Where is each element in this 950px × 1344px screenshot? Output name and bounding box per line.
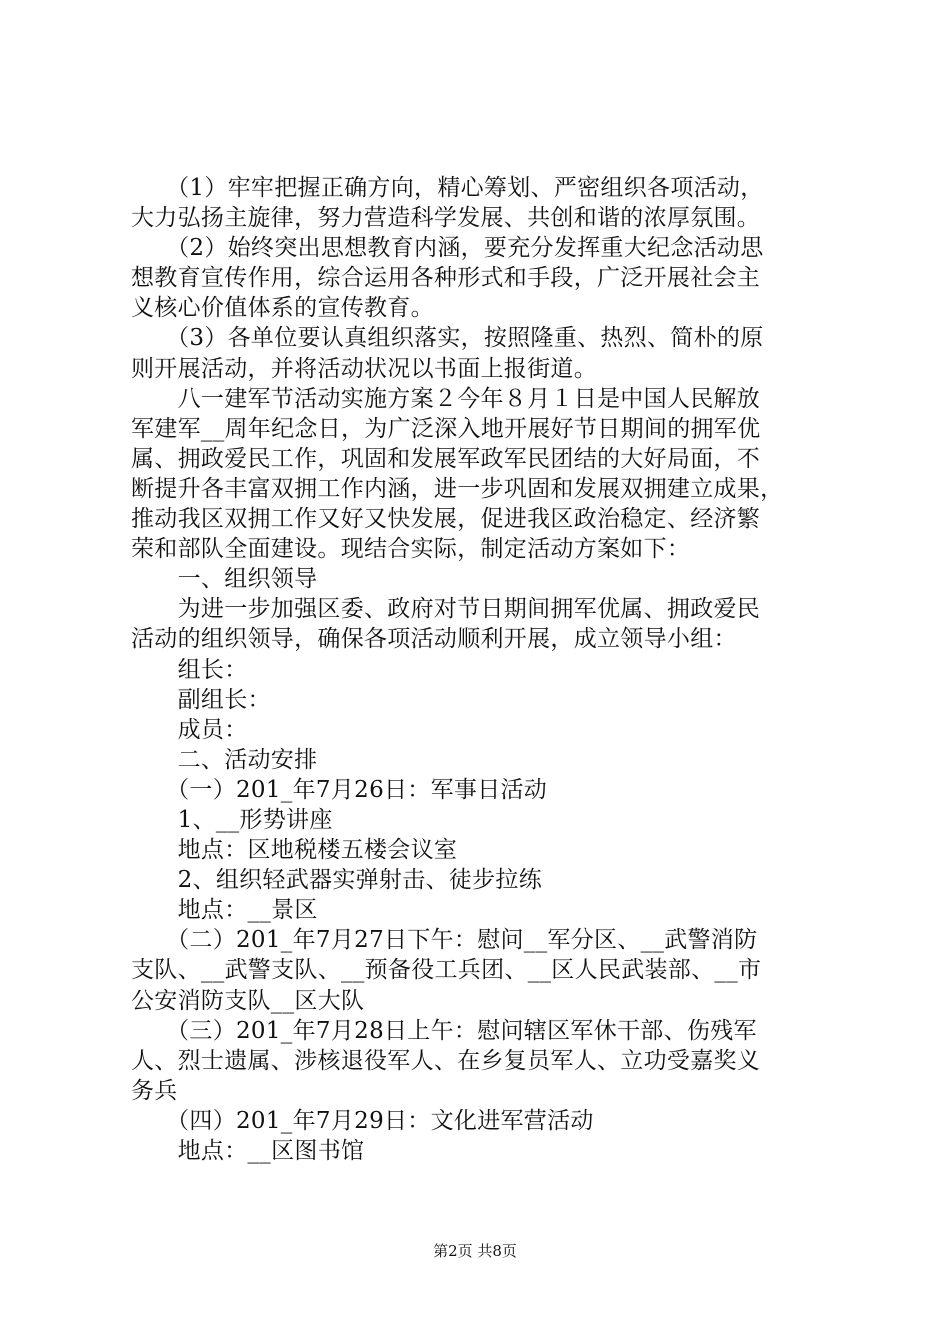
page-footer: 第2页 共8页 <box>433 1242 517 1260</box>
text-line: （1）牢牢把握正确方向，精心筹划、严密组织各项活动， <box>131 175 764 201</box>
text-line: 属、拥政爱民工作，巩固和发展军政军民团结的大好局面，不 <box>131 445 761 472</box>
text-line: 1、__形势讲座 <box>131 806 333 833</box>
text-line: 公安消防支队__区大队 <box>131 987 365 1014</box>
text-line: 八一建军节活动实施方案２今年８月１日是中国人民解放 <box>131 385 761 412</box>
text-line: 军建军__周年纪念日，为广泛深入地开展好节日期间的拥军优 <box>131 415 761 442</box>
text-line: 断提升各丰富双拥工作内涵，进一步巩固和发展双拥建立成果， <box>131 475 784 502</box>
text-line: 推动我区双拥工作又好又快发展，促进我区政治稳定、经济繁 <box>131 506 761 533</box>
text-line: 副组长： <box>131 686 271 713</box>
text-line: 支队、__武警支队、__预备役工兵团、__区人民武装部、__市 <box>131 957 762 984</box>
text-line: （3）各单位要认真组织落实，按照隆重、热烈、简朴的原 <box>131 325 764 352</box>
text-line: 2、组织轻武器实弹射击、徒步拉练 <box>131 867 543 894</box>
text-line: （四）201_年7月29日：文化进军营活动 <box>131 1107 594 1134</box>
text-line: 人、烈士遗属、涉核退役军人、在乡复员军人、立功受嘉奖义 <box>131 1047 761 1074</box>
section-heading: 二、活动安排 <box>131 746 318 773</box>
text-line: 则开展活动，并将活动状况以书面上报街道。 <box>131 355 597 382</box>
text-line: 务兵 <box>131 1077 178 1104</box>
text-line: 义核心价值体系的宣传教育。 <box>131 295 434 322</box>
text-line: （2）始终突出思想教育内涵，要充分发挥重大纪念活动思 <box>131 235 764 262</box>
text-line: 地点：区地税楼五楼会议室 <box>131 837 458 864</box>
text-line: （二）201_年7月27日下午：慰问__军分区、__武警消防 <box>131 927 758 954</box>
text-line: 地点：__景区 <box>131 897 318 924</box>
text-line: 地点：__区图书馆 <box>131 1138 365 1164</box>
text-line: 成员： <box>131 716 248 743</box>
text-line: 活动的组织领导，确保各项活动顺利开展，成立领导小组： <box>131 626 737 653</box>
text-line: 为进一步加强区委、政府对节日期间拥军优属、拥政爱民 <box>131 596 761 623</box>
text-line: 组长： <box>131 656 248 683</box>
text-line: 大力弘扬主旋律，努力营造科学发展、共创和谐的浓厚氛围。 <box>131 205 761 232</box>
section-heading: 一、组织领导 <box>131 566 318 593</box>
document-body <box>131 173 841 1166</box>
text-line: 荣和部队全面建设。现结合实际，制定活动方案如下： <box>131 536 691 563</box>
text-line: （一）201_年7月26日：军事日活动 <box>131 776 548 803</box>
text-line: （三）201_年7月28日上午：慰问辖区军休干部、伤残军 <box>131 1017 757 1044</box>
text-line: 想教育宣传作用，综合运用各种形式和手段，广泛开展社会主 <box>131 265 761 292</box>
